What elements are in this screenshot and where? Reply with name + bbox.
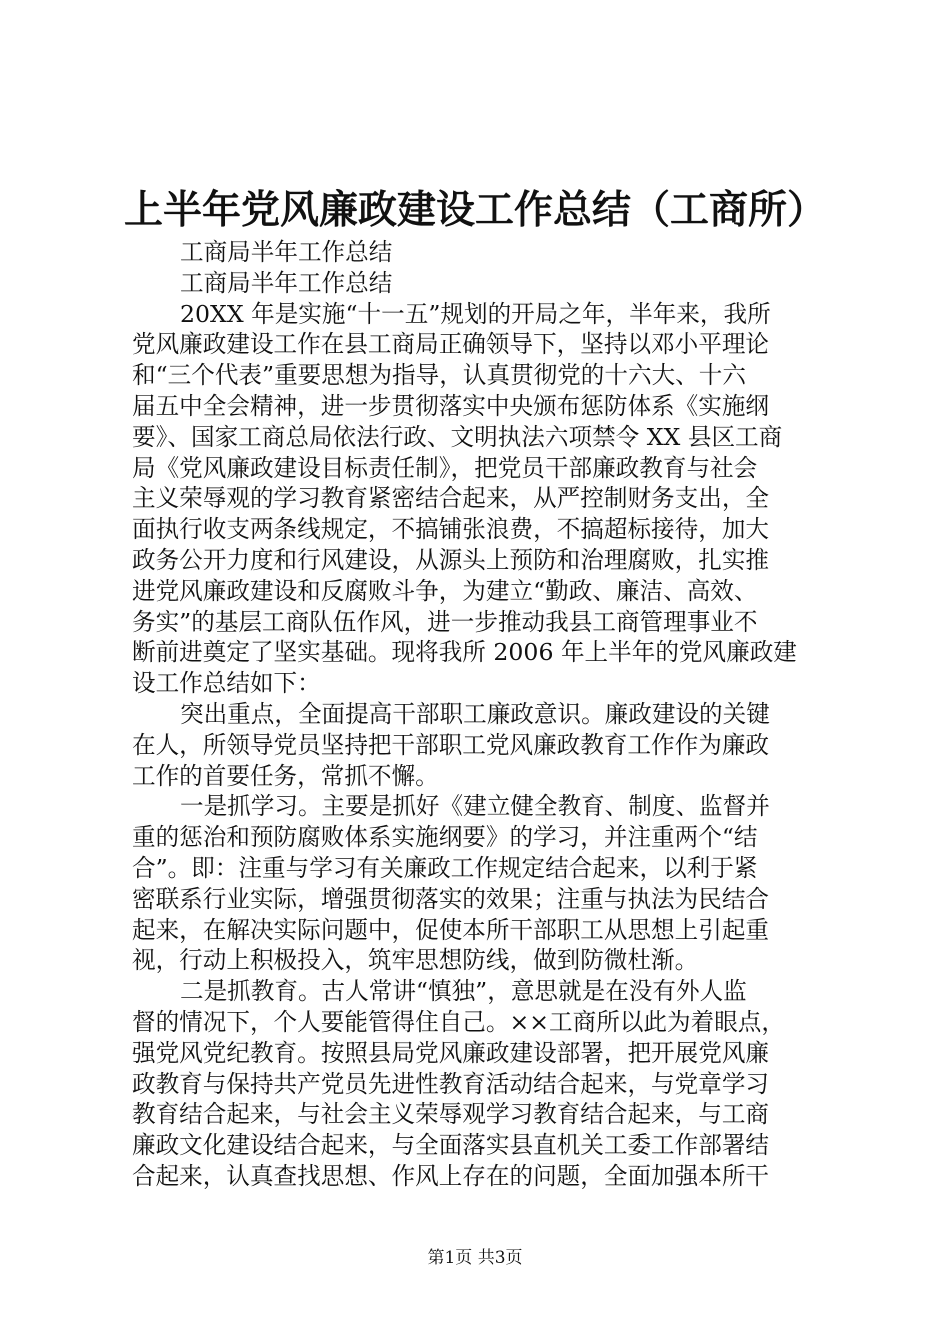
text-line: 进党风廉政建设和反腐败斗争，为建立“勤政、廉洁、高效、: [132, 576, 758, 605]
document-title: 上半年党风廉政建设工作总结（工商所）: [123, 187, 826, 233]
text-line: 工商局半年工作总结: [180, 238, 393, 266]
text-line: 和“三个代表”重要思想为指导，认真贯彻党的十六大、十六: [132, 361, 746, 390]
text-line: 重的惩治和预防腐败体系实施纲要》的学习，并注重两个“结: [132, 823, 758, 852]
text-line: 起来，在解决实际问题中，促使本所干部职工从思想上引起重: [132, 915, 770, 944]
text-line: 合起来，认真查找思想、作风上存在的问题，全面加强本所干: [132, 1161, 770, 1190]
text-line: 政教育与保持共产党员先进性教育活动结合起来，与党章学习: [132, 1069, 770, 1098]
text-line: 一是抓学习。主要是抓好《建立健全教育、制度、监督并: [180, 792, 770, 821]
text-line: 断前进奠定了坚实基础。现将我所 2006 年上半年的党风廉政建: [132, 638, 797, 667]
text-line: 政务公开力度和行风建设，从源头上预防和治理腐败，扎实推: [132, 545, 770, 574]
document-body: [132, 237, 832, 1192]
text-line: 面执行收支两条线规定，不搞铺张浪费，不搞超标接待，加大: [132, 515, 770, 544]
text-line: 局《党风廉政建设目标责任制》，把党员干部廉政教育与社会: [132, 453, 758, 482]
text-line: 视，行动上积极投入，筑牢思想防线，做到防微杜渐。: [132, 946, 699, 975]
text-line: 二是抓教育。古人常讲“慎独”，意思就是在没有外人监: [180, 977, 747, 1006]
text-line: 教育结合起来，与社会主义荣辱观学习教育结合起来，与工商: [132, 1100, 770, 1129]
text-line: 20XX 年是实施“十一五”规划的开局之年，半年来，我所: [180, 299, 771, 328]
text-line: 强党风党纪教育。按照县局党风廉政建设部署，把开展党风廉: [132, 1038, 770, 1067]
text-line: 合”。即：注重与学习有关廉政工作规定结合起来，以利于紧: [132, 853, 758, 882]
text-line: 工商局半年工作总结: [180, 268, 393, 297]
text-line: 要》、国家工商总局依法行政、文明执法六项禁令 XX 县区工商: [132, 422, 783, 451]
text-line: 工作的首要任务，常抓不懈。: [132, 761, 439, 790]
text-line: 突出重点，全面提高干部职工廉政意识。廉政建设的关键: [180, 699, 770, 728]
text-line: 设工作总结如下：: [132, 669, 321, 698]
text-line: 密联系行业实际，增强贯彻落实的效果；注重与执法为民结合: [132, 884, 770, 913]
text-line: 主义荣辱观的学习教育紧密结合起来，从严控制财务支出，全: [132, 484, 770, 513]
text-line: 在人，所领导党员坚持把干部职工党风廉政教育工作作为廉政: [132, 730, 770, 759]
text-line: 党风廉政建设工作在县工商局正确领导下，坚持以邓小平理论: [132, 330, 770, 359]
text-line: 廉政文化建设结合起来，与全面落实县直机关工委工作部署结: [132, 1131, 770, 1160]
text-line: 届五中全会精神，进一步贯彻落实中央颁布惩防体系《实施纲: [132, 391, 770, 420]
text-line: 督的情况下，个人要能管得住自己。××工商所以此为着眼点，: [132, 1007, 785, 1036]
text-line: 务实”的基层工商队伍作风，进一步推动我县工商管理事业不: [132, 607, 758, 636]
page-footer: 第1页 共3页: [427, 1248, 523, 1268]
